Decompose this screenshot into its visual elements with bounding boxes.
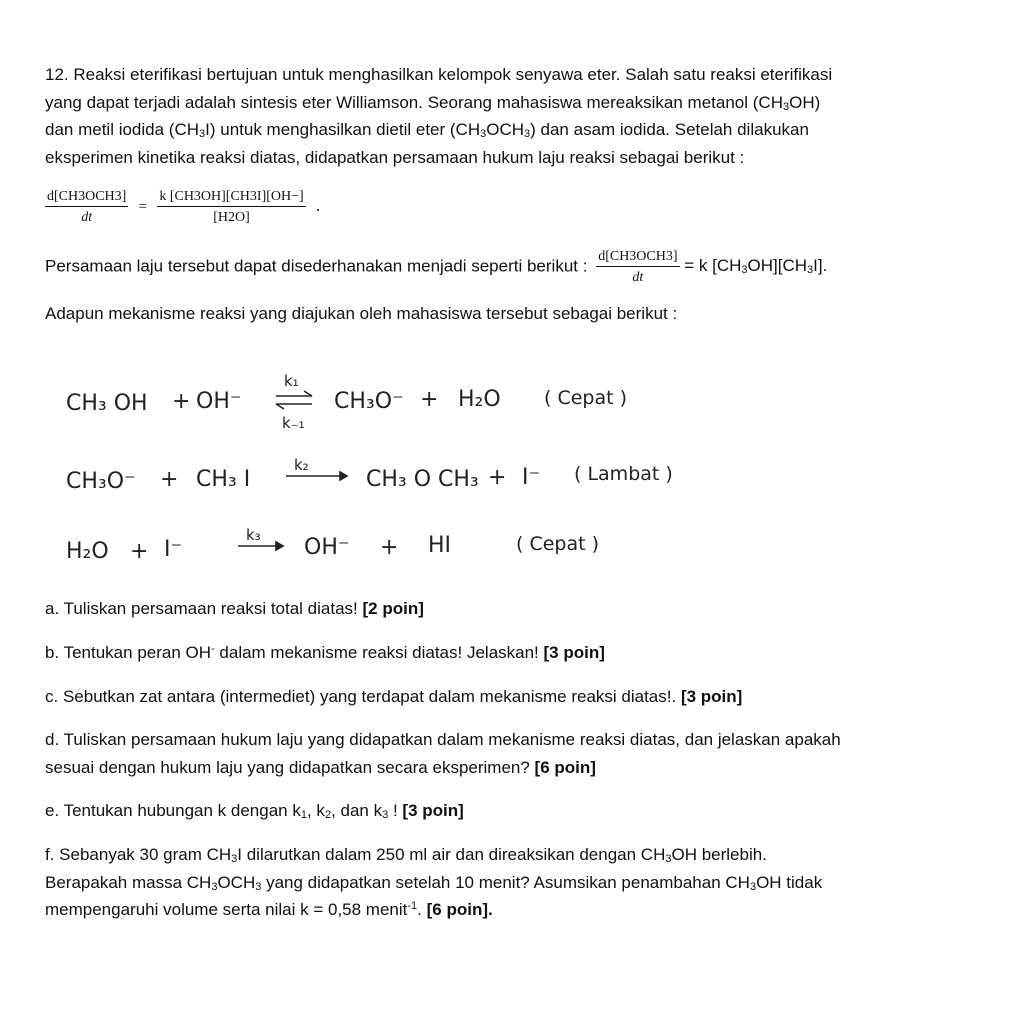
simplified-rhs: = k $[CH_3OH][CH_3I]$.	[684, 256, 828, 277]
mechanism-intro: Adapun mekanisme reaksi yang diajukan oleh mahasiswa tersebut sebagai berikut :	[45, 304, 678, 323]
step3-product-2: HI	[428, 533, 452, 558]
equilibrium-arrow-icon	[276, 391, 312, 409]
simplified-lhs-fraction	[596, 248, 679, 286]
step1-reactant-1: CH₃ OH	[66, 391, 148, 416]
step2-k: k₂	[294, 456, 309, 474]
question-c: c. Sebutkan zat antara (intermediet) yang terdapat dalam mekanisme reaksi diatas!. [3 poin]	[45, 687, 743, 706]
question-b: b. Tentukan peran OH- dalam mekanisme reaksi diatas! Jelaskan! [3 poin]	[45, 643, 605, 662]
step1-reactant-2: OH⁻	[196, 389, 242, 414]
step2-plus-1: +	[160, 467, 179, 492]
intro-line-4: eksperimen kinetika reaksi diatas, didapatkan persamaan hukum laju reaksi sebagai berikut :	[45, 147, 745, 167]
question-d: d. Tuliskan persamaan hukum laju yang didapatkan dalam mekanisme reaksi diatas, dan jelaskan apakah sesuai dengan hukum laju yang didapatkan secara eksperimen? [6 poin]	[45, 730, 841, 777]
question-f-points: [6 poin].	[426, 900, 493, 919]
step3-reactant-1: H₂O	[66, 539, 109, 564]
equals-sign: =	[138, 198, 148, 215]
question-e-points: [3 poin]	[402, 801, 464, 820]
problem-number: 12.	[45, 65, 69, 84]
step3-k: k₃	[246, 526, 261, 544]
intro-line-2: yang dapat terjadi adalah sintesis eter Williamson. Seorang mahasiswa mereaksikan metanol $(CH_3OH)$	[45, 92, 821, 113]
rate-lhs-numerator: d[CH3OCH3]	[45, 188, 128, 207]
step2-reactant-1: CH₃O⁻	[66, 469, 136, 494]
simplified-rate-law	[45, 248, 1005, 286]
step1-speed: ( Cepat )	[544, 387, 628, 409]
problem-intro	[45, 61, 965, 171]
step2-product-2: I⁻	[522, 465, 541, 490]
step1-product-2: H₂O	[458, 387, 501, 412]
simplified-lhs-numerator: d[CH3OCH3]	[596, 248, 679, 267]
step3-product-1: OH⁻	[304, 535, 350, 560]
step3-plus-2: +	[380, 535, 399, 560]
question-d-points: [6 poin]	[534, 757, 596, 777]
mechanism-step-1	[66, 372, 627, 432]
step2-plus-2: +	[488, 465, 507, 490]
rate-rhs-numerator: k [CH3OH][CH3I][OH−]	[157, 188, 305, 207]
question-b-points: [3 poin]	[543, 643, 605, 662]
mechanism-step-3	[66, 526, 599, 564]
step3-plus-1: +	[130, 539, 149, 564]
rate-end-dot: .	[315, 195, 321, 215]
question-c-points: [3 poin]	[680, 687, 743, 706]
step2-product-1: CH₃ O CH₃	[366, 467, 479, 492]
question-f: f. Sebanyak 30 gram $CH_3I$ dilarutkan dalam 250 ml air dan direaksikan dengan $CH_3OH$ berlebih. Berapakah massa $CH_3OCH_3$ yang didapatkan setelah 10 menit? Asumsikan penambahan $CH_3OH$ tidak mempengaruhi volume serta nilai k = 0,58 menit$^{-1}$. [6 poin].	[45, 845, 823, 919]
rate-rhs-fraction	[157, 188, 305, 226]
step3-reactant-2: I⁻	[164, 537, 183, 562]
simplified-text: Persamaan laju tersebut dapat disederhanakan menjadi seperti berikut :	[45, 256, 588, 276]
simplified-lhs-denominator: dt	[632, 270, 644, 285]
question-a-points: [2 poin]	[362, 599, 424, 618]
intro-line-3: dan metil iodida $(CH_3I)$ untuk menghasilkan dietil eter $(CH_3OCH_3)$ dan asam iodida. Setelah dilakukan	[45, 120, 809, 140]
question-e: e. Tentukan hubungan k dengan $k_1$, $k_2$, dan $k_3$ ! [3 poin]	[45, 801, 464, 821]
step2-speed: ( Lambat )	[574, 463, 673, 485]
rate-law-experimental	[45, 188, 965, 226]
rate-lhs-denominator: dt	[81, 210, 93, 225]
step3-speed: ( Cepat )	[516, 533, 600, 555]
step1-plus-1: +	[172, 389, 191, 414]
rate-rhs-denominator: [H2O]	[213, 210, 250, 225]
step1-k-forward: k₁	[284, 372, 299, 390]
mechanism-step-2	[66, 456, 673, 494]
step1-product-1: CH₃O⁻	[334, 389, 404, 414]
question-a: a. Tuliskan persamaan reaksi total diatas! [2 poin]	[45, 599, 424, 618]
intro-line-1: 12. Reaksi eterifikasi bertujuan untuk menghasilkan kelompok senyawa eter. Salah satu reaksi eterifikasi	[45, 65, 833, 84]
step1-k-reverse: k₋₁	[282, 414, 305, 432]
rate-lhs-fraction	[45, 188, 128, 226]
step2-reactant-2: CH₃ I	[196, 467, 251, 492]
handwritten-mechanism	[0, 360, 1023, 580]
step1-plus-2: +	[420, 387, 439, 412]
